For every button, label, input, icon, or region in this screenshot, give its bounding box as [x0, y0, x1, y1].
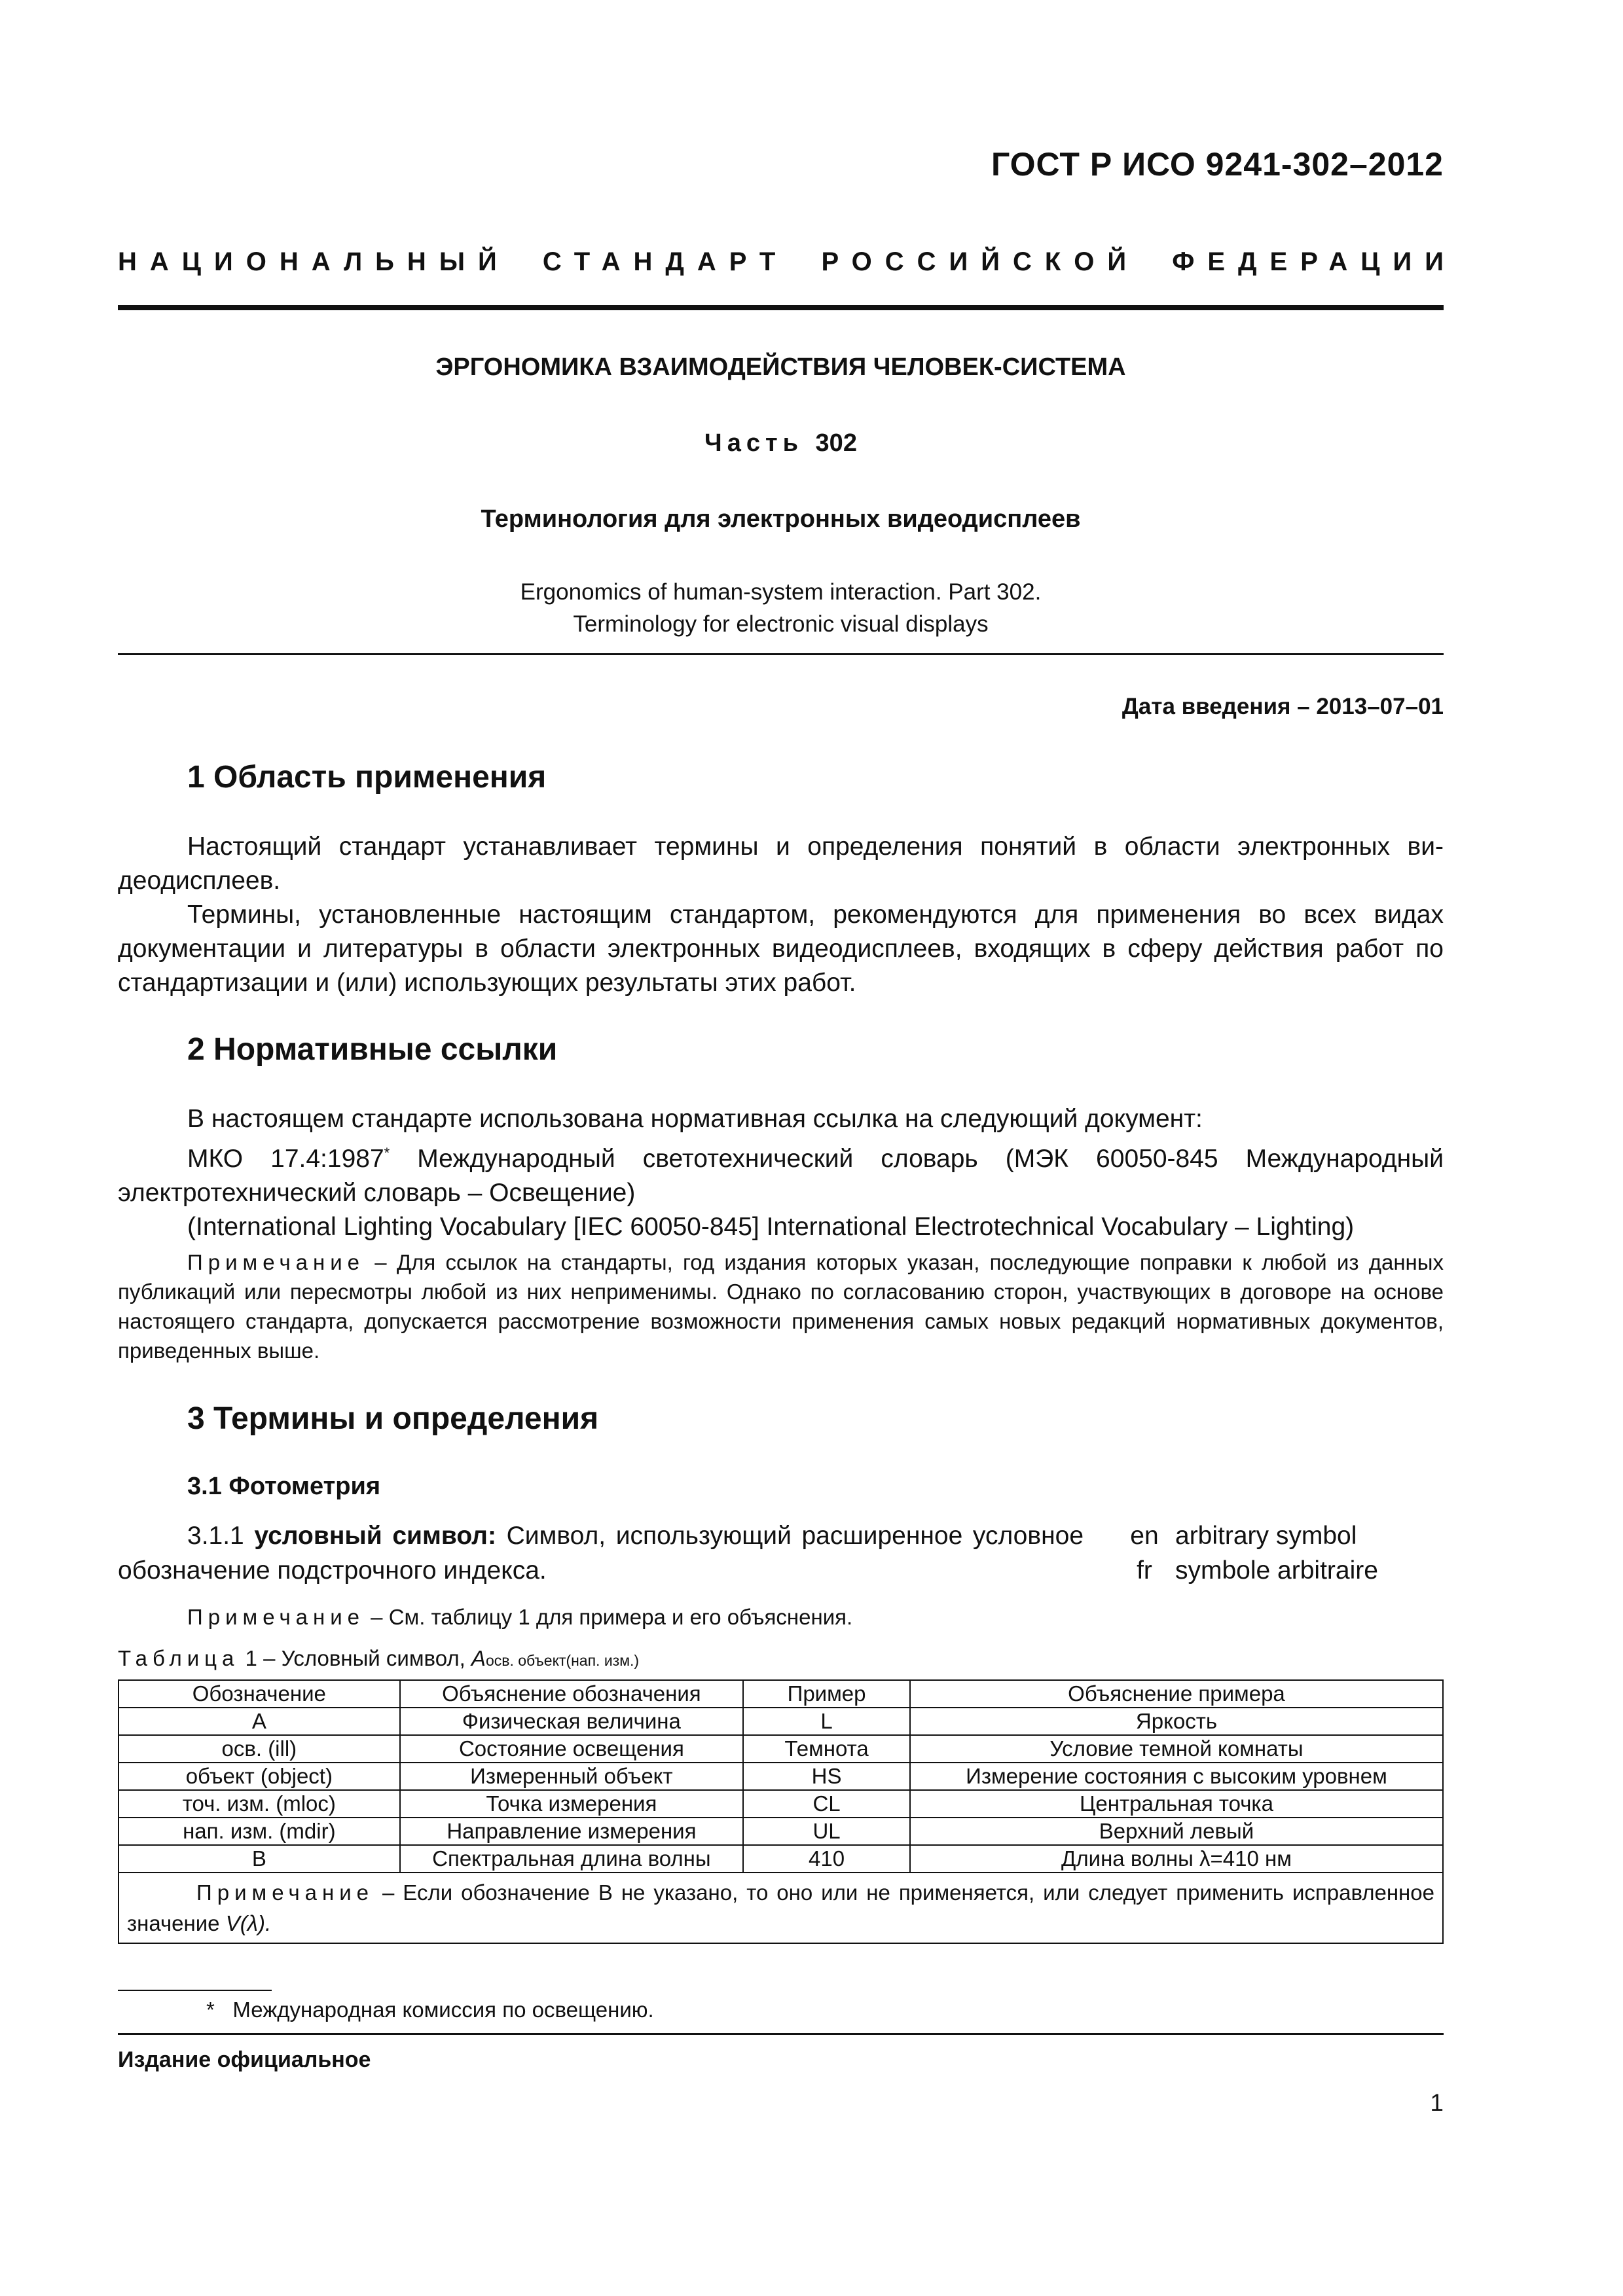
table-caption-symbol: A	[471, 1646, 486, 1670]
table-row	[119, 1845, 1443, 1873]
term-definition: Символ, использующий расширенное условное обозначение подстрочного индекса.	[118, 1522, 1084, 1585]
banner-word: НАЦИОНАЛЬНЫЙ	[118, 247, 510, 276]
equivalent-term: symbole arbitraire	[1175, 1556, 1378, 1585]
part-word: Часть	[704, 429, 803, 457]
table-cell: Направление измерения	[400, 1818, 744, 1845]
table-caption-text: 1 – Условный символ,	[239, 1646, 471, 1670]
table-cell: Яркость	[910, 1708, 1443, 1735]
table-cell: точ. изм. (mloc)	[119, 1790, 400, 1818]
paragraph: В настоящем стандарте использована нормативная ссылка на следующий документ:	[187, 1105, 1203, 1133]
footnote	[206, 1998, 654, 2022]
table-caption	[118, 1646, 639, 1671]
table-cell: Измеренный объект	[400, 1763, 744, 1790]
footer-divider	[118, 2033, 1444, 2035]
table-cell: A	[119, 1708, 400, 1735]
column-header: Объяснение примера	[910, 1680, 1443, 1708]
table-cell: Точка измерения	[400, 1790, 744, 1818]
equivalent-fr	[1123, 1553, 1378, 1588]
language-code: en	[1130, 1522, 1159, 1550]
english-title	[118, 576, 1444, 640]
table-note	[119, 1873, 1443, 1943]
paragraph: (International Lighting Vocabulary [IEC 60050-845] International Electrotechnical Vocabulary – Lighting)	[187, 1213, 1355, 1241]
footnote-mark: *	[206, 1998, 215, 2022]
paragraph: Термины, установленные настоящим стандартом, рекомендуются для применения во всех видах документации и литературы в области электронных видеодисплеев, входящих в сферу действия работ по стандартизации и (или) использующих результаты этих работ.	[118, 901, 1444, 997]
table-cell: 410	[743, 1845, 910, 1873]
note-text: – Если обозначение B не указано, то оно или не применяется, или следует применить исправленное значение	[127, 1880, 1434, 1935]
table-row	[119, 1708, 1443, 1735]
footnote-mark: *	[384, 1145, 390, 1161]
table-cell: Физическая величина	[400, 1708, 744, 1735]
title-divider	[118, 653, 1444, 655]
footnote-divider	[118, 1990, 272, 1991]
note-text: – Для ссылок на стандарты, год издания которых указан, последующие поправки к любой из данных публикаций или пересмотры любой из них неприменимы. Однако по согласованию сторон, участвующих в договоре на основе настоящего стандарта, допускается рассмотрение возможности применения самых новых редакций нормативных документов, приведенных выше.	[118, 1250, 1444, 1363]
paragraph	[118, 1136, 1444, 1210]
footnote-text: Международная комиссия по освещению.	[232, 1998, 654, 2022]
note-formula: V(λ).	[225, 1911, 272, 1935]
note-label: Примечание	[196, 1880, 374, 1905]
term-equivalents	[1123, 1518, 1378, 1588]
table-cell: объект (object)	[119, 1763, 400, 1790]
table-row	[119, 1790, 1443, 1818]
document-title: ЭРГОНОМИКА ВЗАИМОДЕЙСТВИЯ ЧЕЛОВЕК-СИСТЕМА	[435, 353, 1126, 381]
language-code: fr	[1137, 1556, 1152, 1585]
table-header-row	[119, 1680, 1443, 1708]
introduction-date: Дата введения – 2013–07–01	[1122, 694, 1444, 719]
document-subtitle: Терминология для электронных видеодисплеев	[481, 505, 1081, 533]
table-row	[119, 1763, 1443, 1790]
standard-code: ГОСТ Р ИСО 9241-302–2012	[991, 146, 1444, 183]
note-label: Примечание	[187, 1250, 365, 1274]
table-caption-label: Таблица	[118, 1646, 240, 1670]
term-entry	[118, 1518, 1084, 1588]
note	[118, 1602, 1444, 1632]
note	[118, 1247, 1444, 1365]
table-note-row	[119, 1873, 1443, 1943]
reference-title: Международный светотехнический словарь (МЭК 60050-845 Международный электротехнический словарь – Освещение)	[118, 1145, 1444, 1207]
note-text: – См. таблицу 1 для примера и его объяснения.	[365, 1605, 853, 1629]
term-number: 3.1.1	[187, 1522, 255, 1550]
section-heading: 2 Нормативные ссылки	[187, 1032, 558, 1067]
section-body	[118, 1102, 1444, 1244]
equivalent-en	[1123, 1518, 1378, 1553]
document-part	[118, 429, 1444, 457]
section-body	[118, 830, 1444, 1000]
table-cell: осв. (ill)	[119, 1735, 400, 1763]
table-cell: нап. изм. (mdir)	[119, 1818, 400, 1845]
banner-word: СТАНДАРТ	[542, 247, 789, 276]
column-header: Пример	[743, 1680, 910, 1708]
banner-word: ФЕДЕРАЦИИ	[1172, 247, 1457, 276]
table-cell: Спектральная длина волны	[400, 1845, 744, 1873]
reference-code: МКО 17.4:1987	[187, 1145, 384, 1173]
subsection-heading: 3.1 Фотометрия	[187, 1473, 381, 1500]
table-cell: Темнота	[743, 1735, 910, 1763]
table-cell: Центральная точка	[910, 1790, 1443, 1818]
document-page	[118, 0, 1457, 2296]
edition-label: Издание официальное	[118, 2047, 371, 2072]
table-cell: UL	[743, 1818, 910, 1845]
table-caption-subscript: осв. объект(нап. изм.)	[485, 1652, 640, 1669]
part-number: 302	[815, 429, 857, 457]
header-divider	[118, 305, 1444, 310]
paragraph: Настоящий стандарт устанавливает термины и определения понятий в области электронных ви-деодисплеев.	[118, 833, 1444, 895]
table-cell: Длина волны λ=410 нм	[910, 1845, 1443, 1873]
table-cell: Условие темной комнаты	[910, 1735, 1443, 1763]
section-heading: 1 Область применения	[187, 760, 547, 795]
term-name: условный символ:	[254, 1522, 496, 1550]
section-heading: 3 Термины и определения	[187, 1401, 599, 1436]
symbol-table	[118, 1679, 1444, 1944]
table-row	[119, 1818, 1443, 1845]
table-cell: CL	[743, 1790, 910, 1818]
note-label: Примечание	[187, 1605, 365, 1629]
table-cell: Верхний левый	[910, 1818, 1443, 1845]
column-header: Обозначение	[119, 1680, 400, 1708]
english-title-line: Terminology for electronic visual displays	[573, 611, 989, 637]
national-standard-banner	[118, 247, 1457, 277]
table-cell: Измерение состояния с высоким уровнем	[910, 1763, 1443, 1790]
table-cell: L	[743, 1708, 910, 1735]
table-cell: B	[119, 1845, 400, 1873]
equivalent-term: arbitrary symbol	[1175, 1522, 1357, 1550]
banner-word: РОССИЙСКОЙ	[821, 247, 1140, 276]
page-number: 1	[1430, 2089, 1444, 2116]
table-cell: HS	[743, 1763, 910, 1790]
table-cell: Состояние освещения	[400, 1735, 744, 1763]
english-title-line: Ergonomics of human-system interaction. Part 302.	[520, 579, 1042, 605]
column-header: Объяснение обозначения	[400, 1680, 744, 1708]
table-row	[119, 1735, 1443, 1763]
